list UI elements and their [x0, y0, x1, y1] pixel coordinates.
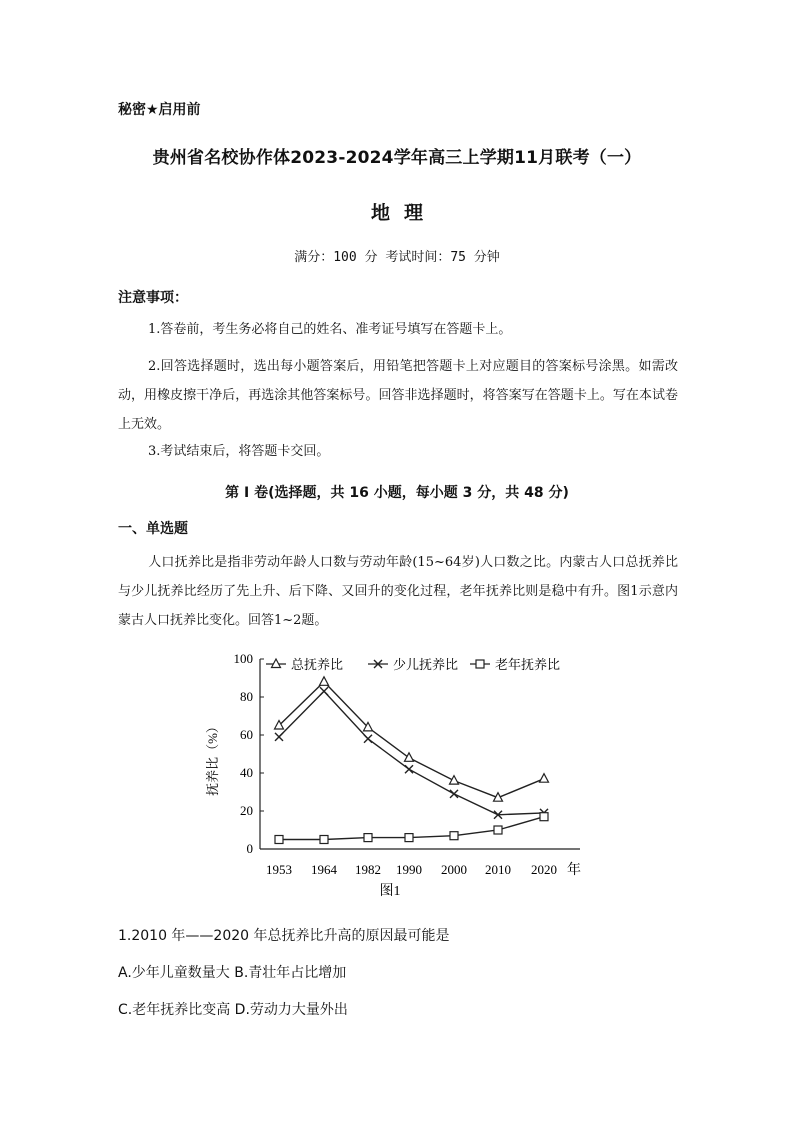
chart-caption: 图1 [379, 884, 401, 899]
y-tick-label: 80 [240, 689, 253, 704]
y-tick-label: 100 [233, 651, 253, 666]
y-tick-label: 0 [246, 841, 253, 856]
x-tick-labels [266, 862, 557, 877]
data-point [364, 834, 372, 842]
dependency-ratio-chart [200, 645, 600, 905]
section-heading: 一、单选题 [118, 521, 188, 537]
series-3 [275, 813, 548, 844]
legend-label: 少儿抚养比 [393, 657, 459, 672]
question-1-stem: 1.2010 年——2020 年总抚养比升高的原因最可能是 [118, 928, 450, 944]
data-point [320, 677, 329, 686]
chart-series [275, 677, 549, 844]
x-tick-label: 2000 [441, 862, 467, 877]
y-tick-label: 40 [240, 765, 253, 780]
data-point [450, 832, 458, 840]
x-tick-label: 2020 [531, 862, 557, 877]
data-point [450, 790, 458, 798]
subject-title: 地理 [370, 202, 437, 224]
exam-meta: 满分：100 分 考试时间：75 分钟 [294, 250, 500, 265]
legend-label: 总抚养比 [291, 657, 344, 672]
data-point [405, 765, 413, 773]
series-line [279, 691, 544, 815]
exam-title: 贵州省名校协作体2023-2024学年高三上学期11月联考（一） [152, 148, 642, 168]
y-tick-labels [234, 651, 254, 856]
x-tick-label: 2010 [485, 862, 511, 877]
x-tick-label: 1953 [266, 862, 292, 877]
legend-marker [476, 660, 484, 668]
x-tick-label: 1964 [311, 862, 337, 877]
question-intro: 人口抚养比是指非劳动年龄人口数与劳动年龄(15~64岁)人口数之比。内蒙古人口总抚养比与少儿抚养比经历了先上升、后下降、又回升的变化过程，老年抚养比则是稳中有升。图1示意内蒙古人口抚养比变化。回答1~2题。 [118, 555, 678, 628]
legend-marker [272, 659, 281, 668]
series-line [279, 682, 544, 798]
data-point [364, 735, 372, 743]
data-point [540, 774, 549, 783]
part-heading: 第 I 卷(选择题，共 16 小题，每小题 3 分，共 48 分) [225, 485, 569, 501]
data-point [450, 776, 459, 785]
data-point [540, 813, 548, 821]
data-point [275, 733, 283, 741]
data-point [320, 836, 328, 844]
legend-item [266, 657, 343, 672]
notice-item-2: 2.回答选择题时，选出每小题答案后，用铅笔把答题卡上对应题目的答案标号涂黑。如需改动，用橡皮擦干净后，再选涂其他答案标号。回答非选择题时，将答案写在答题卡上。写在本试卷上无效。 [118, 359, 678, 432]
x-tick-label: 1982 [355, 862, 381, 877]
notice-item-3: 3.考试结束后，将答题卡交回。 [148, 444, 330, 459]
legend-item [368, 657, 458, 672]
data-point [405, 753, 414, 762]
legend-label: 老年抚养比 [495, 657, 561, 672]
data-point [320, 687, 328, 695]
series-1 [275, 677, 549, 801]
notice-item-1: 1.答卷前，考生务必将自己的姓名、准考证号填写在答题卡上。 [148, 322, 512, 337]
data-point [275, 836, 283, 844]
x-tick-label: 1990 [396, 862, 422, 877]
notice-heading: 注意事项： [118, 290, 188, 306]
data-point [494, 826, 502, 834]
confidential-mark: 秘密★启用前 [118, 102, 201, 118]
question-1-options-ab: A.少年儿童数量大 B.青壮年占比增加 [118, 965, 347, 981]
chart-legend [266, 657, 560, 672]
y-axis-label: 抚养比（%） [205, 720, 220, 796]
legend-item [470, 657, 560, 672]
y-tick-label: 60 [240, 727, 253, 742]
question-1-options-cd: C.老年抚养比变高 D.劳动力大量外出 [118, 1002, 348, 1018]
y-tick-label: 20 [240, 803, 253, 818]
series-2 [275, 687, 548, 819]
x-axis-unit: 年 [567, 863, 581, 878]
data-point [405, 834, 413, 842]
